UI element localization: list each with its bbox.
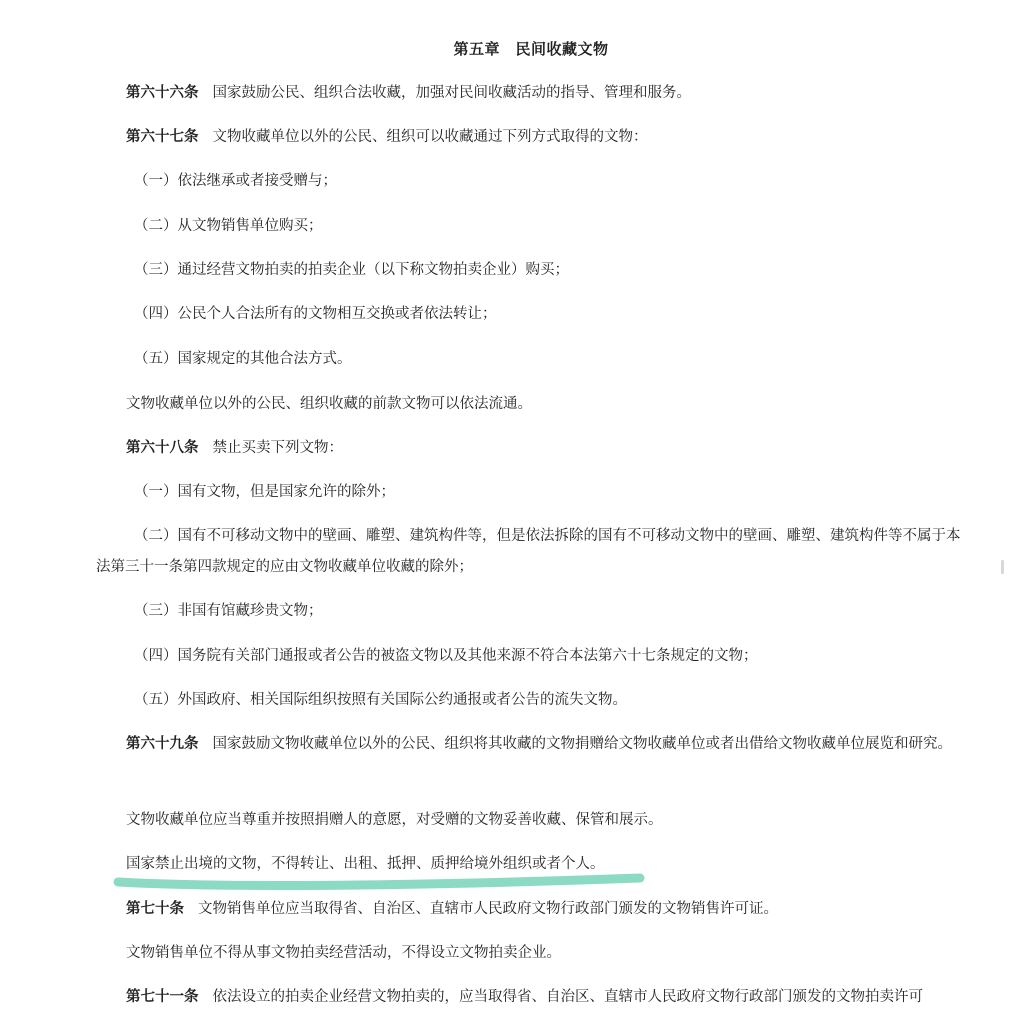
- article-69: [96, 729, 968, 760]
- chapter-title: 第五章 民间收藏文物: [453, 40, 609, 58]
- list-item: （二）国有不可移动文物中的壁画、雕塑、建筑构件等，但是依法拆除的国有不可移动文物中的壁画、雕塑、建筑构件等不属于本法第三十一条第四款规定的应由文物收藏单位收藏的除外；: [96, 528, 961, 575]
- article-text: 文物销售单位应当取得省、自治区、直辖市人民政府文物行政部门颁发的文物销售许可证。: [198, 901, 778, 917]
- article-71: [126, 982, 976, 1013]
- article-number: 第七十一条: [126, 989, 199, 1005]
- article-text: 国家鼓励文物收藏单位以外的公民、组织将其收藏的文物捐赠给文物收藏单位或者出借给文物收藏单位展览和研究。: [212, 736, 952, 752]
- list-item: （五）外国政府、相关国际组织按照有关国际公约通报或者公告的流失文物。: [134, 692, 627, 708]
- article-67: [126, 122, 976, 153]
- list-item: （二）从文物销售单位购买；: [134, 218, 323, 234]
- paragraph: 文物销售单位不得从事文物拍卖经营活动，不得设立文物拍卖企业。: [126, 945, 561, 961]
- list-item: （五）国家规定的其他合法方式。: [134, 351, 352, 367]
- article-number: 第六十八条: [126, 440, 199, 456]
- article-number: 第六十六条: [126, 85, 199, 101]
- page-edge-marker: [1001, 560, 1004, 574]
- article-number: 第六十七条: [126, 129, 199, 145]
- article-number: 第六十九条: [126, 736, 199, 752]
- article-number: 第七十条: [126, 901, 184, 917]
- article-text: 禁止买卖下列文物：: [212, 440, 343, 456]
- highlighted-paragraph: 国家禁止出境的文物，不得转让、出租、抵押、质押给境外组织或者个人。: [126, 856, 605, 872]
- paragraph: 文物收藏单位应当尊重并按照捐赠人的意愿，对受赠的文物妥善收藏、保管和展示。: [126, 812, 663, 828]
- list-item: （四）公民个人合法所有的文物相互交换或者依法转让；: [134, 306, 497, 322]
- list-item: （一）国有文物，但是国家允许的除外；: [134, 484, 395, 500]
- article-68: [126, 433, 976, 464]
- list-item: （三）通过经营文物拍卖的拍卖企业（以下称文物拍卖企业）购买；: [134, 262, 569, 278]
- article-text: 文物收藏单位以外的公民、组织可以收藏通过下列方式取得的文物：: [212, 129, 648, 145]
- list-item: （四）国务院有关部门通报或者公告的被盗文物以及其他来源不符合本法第六十七条规定的文物；: [134, 648, 758, 664]
- article-70: [126, 894, 976, 925]
- list-item: （一）依法继承或者接受赠与；: [134, 173, 337, 189]
- paragraph: 文物收藏单位以外的公民、组织收藏的前款文物可以依法流通。: [126, 396, 532, 412]
- list-item: （三）非国有馆藏珍贵文物；: [134, 603, 323, 619]
- article-66: [126, 78, 976, 109]
- article-text: 依法设立的拍卖企业经营文物拍卖的，应当取得省、自治区、直辖市人民政府文物行政部门颁发的文物拍卖许可: [212, 989, 923, 1005]
- article-text: 国家鼓励公民、组织合法收藏，加强对民间收藏活动的指导、管理和服务。: [212, 85, 691, 101]
